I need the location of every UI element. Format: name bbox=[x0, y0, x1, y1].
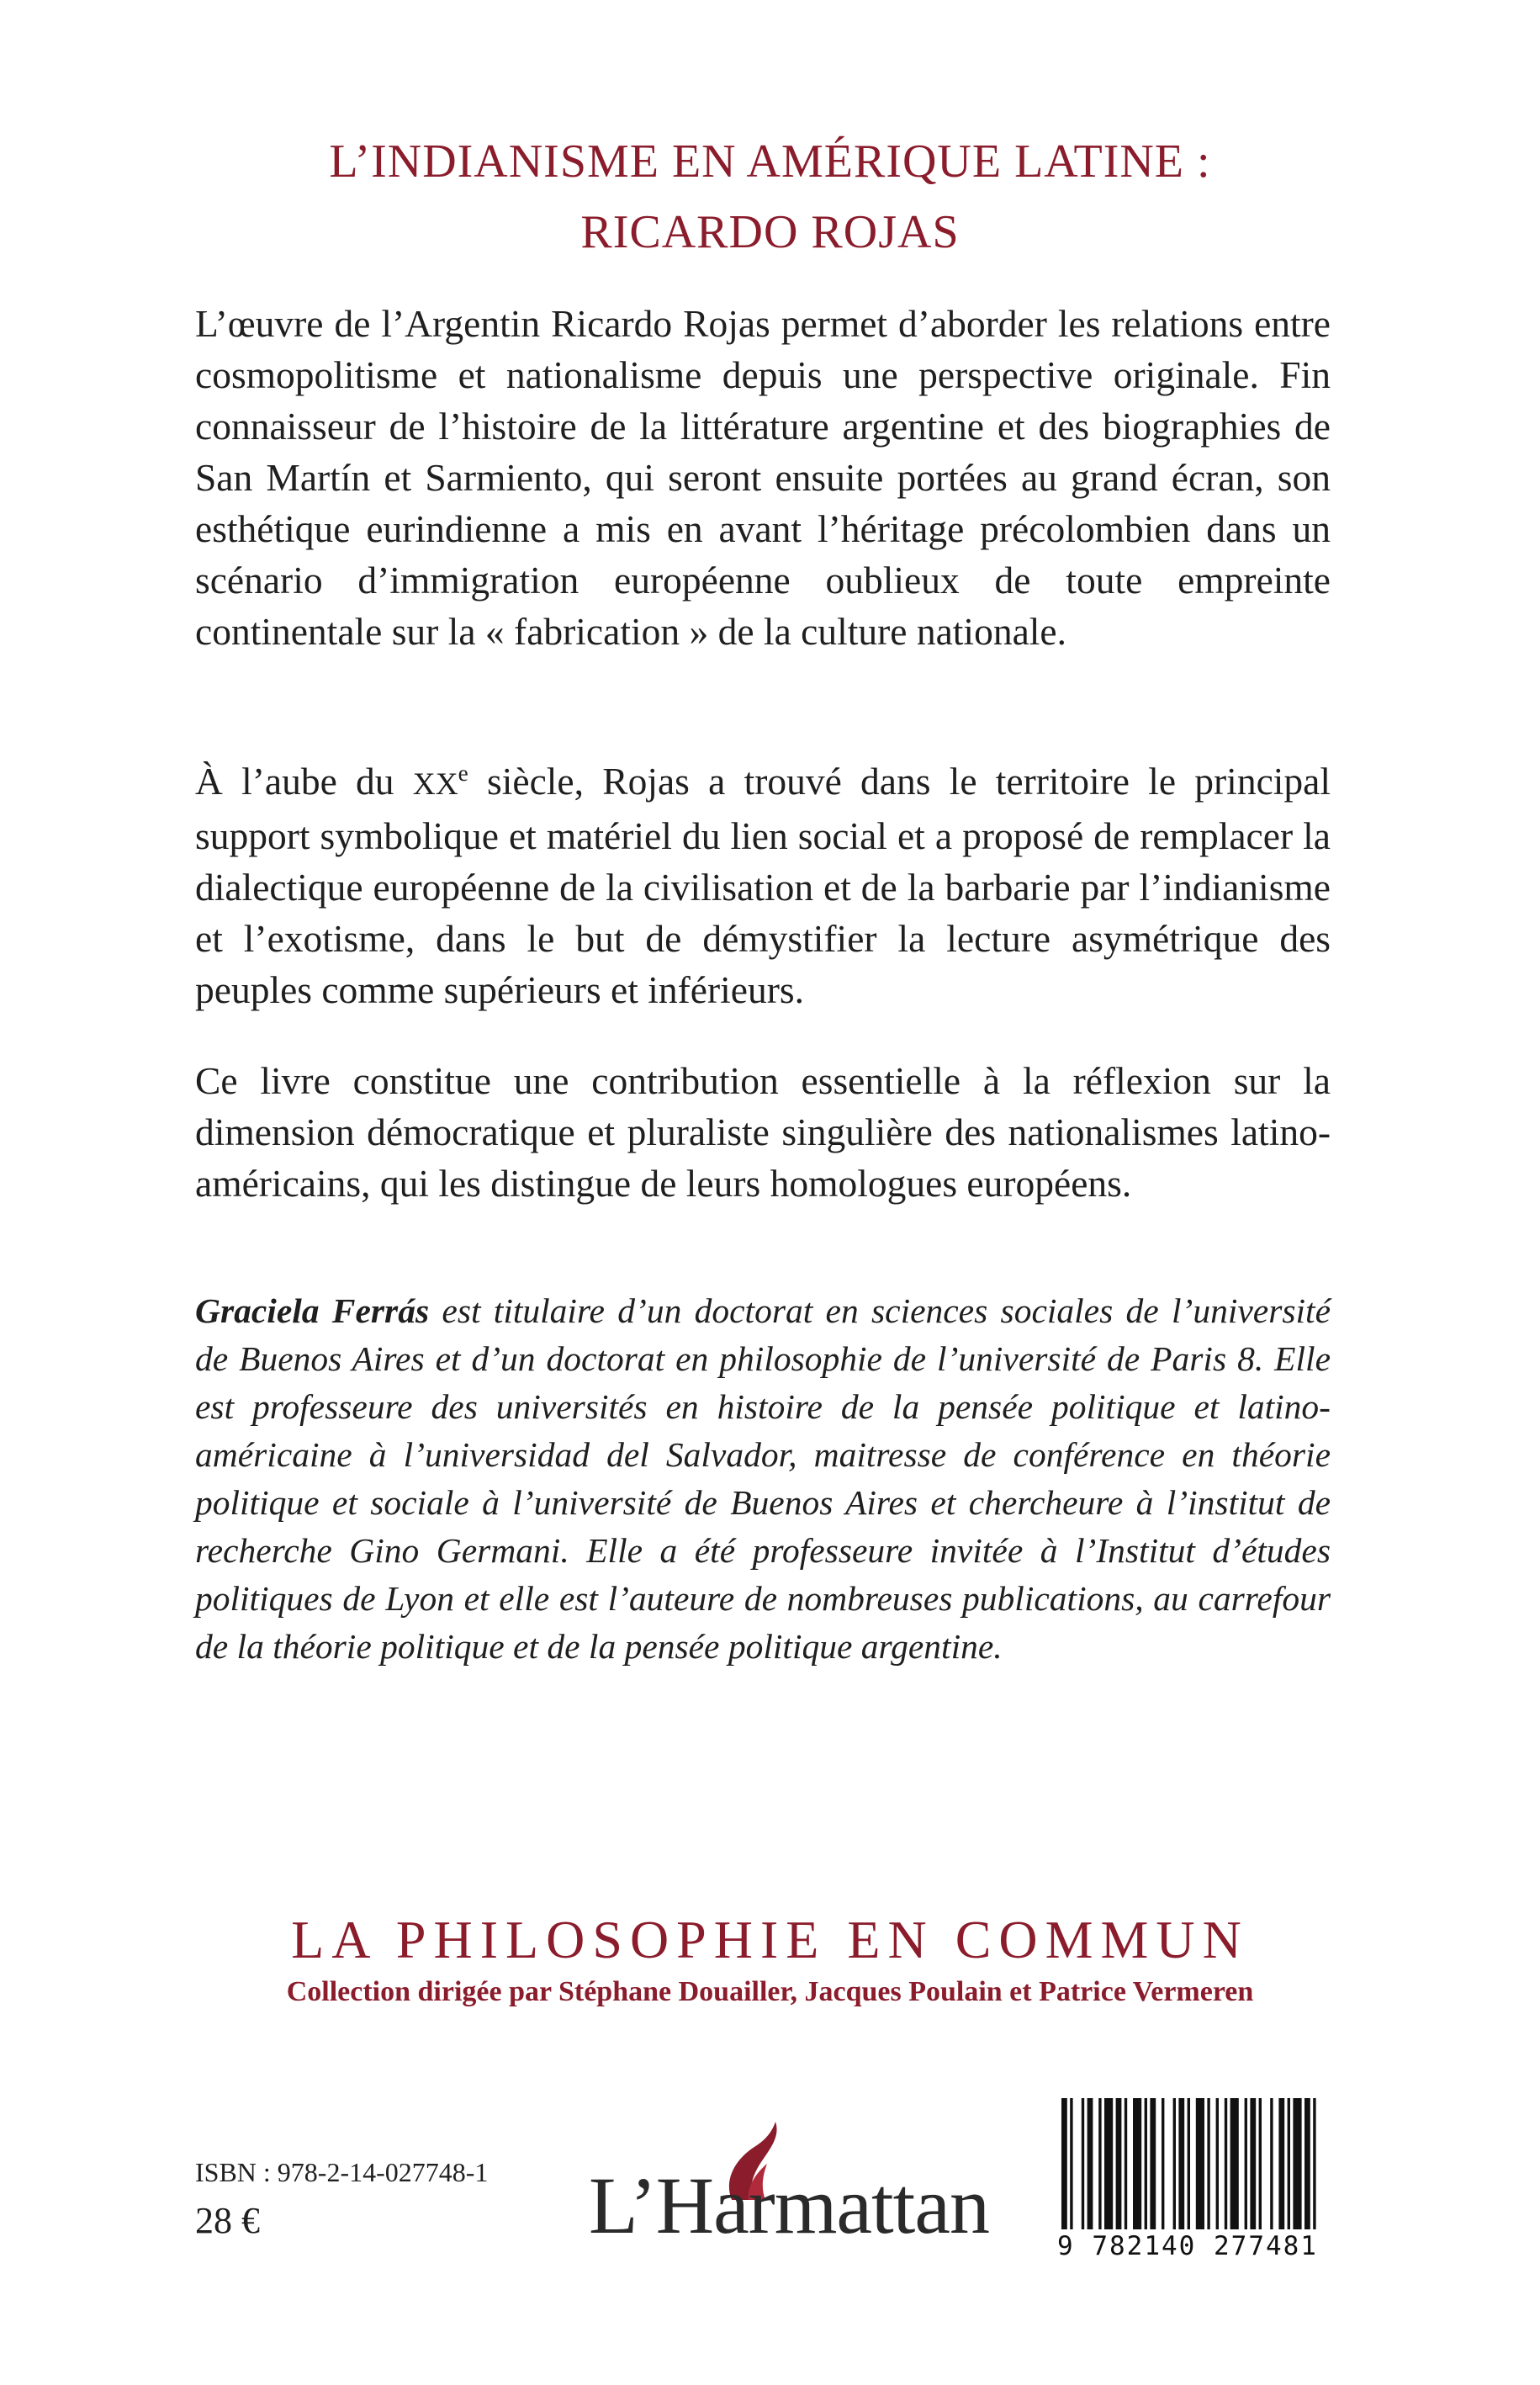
barcode-bar bbox=[1162, 2098, 1164, 2229]
barcode-bar bbox=[1188, 2098, 1190, 2229]
author-bio-text: est titulaire d’un doctorat en sciences sociales de l’université de Buenos Aires et d’un doctorat en philosophie de l’université de Paris 8. Elle est professeure des universités en histoire de la pensée politique et latino-américaine à l’universidad del Salvador, maitresse de conférence en théorie politique et sociale à l’université de Buenos Aires et chercheure à l’institut de recherche Gino Germani. Elle a été professeure invitée à l’Institut d’études politiques de Lyon et elle est l’auteure de nombreuses publications, au carrefour de la théorie politique et de la pensée politique argentine. bbox=[195, 1291, 1331, 1666]
series-title: LA PHILOSOPHIE EN COMMUN bbox=[291, 1910, 1249, 1969]
barcode bbox=[1050, 2093, 1326, 2268]
barcode-bar bbox=[1173, 2098, 1176, 2229]
century-numeral: XX bbox=[412, 767, 458, 802]
barcode-bar bbox=[1288, 2098, 1290, 2229]
barcode-bar bbox=[1070, 2098, 1072, 2229]
barcode-bar bbox=[1230, 2098, 1239, 2229]
century-superscript: e bbox=[458, 760, 468, 786]
barcode-digits: 9 782140 277481 bbox=[1057, 2231, 1318, 2261]
barcode-bar bbox=[1305, 2098, 1310, 2229]
barcode-bar bbox=[1216, 2098, 1219, 2229]
barcode-bar bbox=[1104, 2098, 1113, 2229]
publisher-name: L’Harmattan bbox=[589, 2160, 989, 2250]
barcode-bar bbox=[1196, 2098, 1204, 2229]
summary-paragraph-3: Ce livre constitue une contribution essentielle à la réflexion sur la dimension démocratique et pluraliste singulière des nationalismes latino-américains, qui les distingue de leurs homologues européens. bbox=[195, 1059, 1331, 1205]
barcode-bar bbox=[1116, 2098, 1122, 2229]
title-line-2: RICARDO ROJAS bbox=[580, 206, 960, 258]
title-line-1: L’INDIANISME EN AMÉRIQUE LATINE : bbox=[329, 135, 1211, 188]
isbn: ISBN : 978-2-14-027748-1 bbox=[195, 2157, 489, 2187]
barcode-bar bbox=[1125, 2098, 1127, 2229]
barcode-bar bbox=[1098, 2098, 1101, 2229]
paragraph-2-start: À l’aube du bbox=[195, 760, 413, 803]
paragraph-2-rest: siècle, Rojas a trouvé dans le territoire le principal support symbolique et matériel du lien social et a proposé de remplacer la dialectique européenne de la civilisation et de la barbarie par l’indianisme et l’exotisme, dans le but de démystifier la lecture asymétrique des peuples comme supérieurs et inférieurs. bbox=[195, 760, 1331, 1011]
barcode-bar bbox=[1082, 2098, 1084, 2229]
barcode-bar bbox=[1088, 2098, 1093, 2229]
publisher-logo bbox=[589, 2120, 989, 2250]
barcode-bar bbox=[1133, 2098, 1141, 2229]
series-editors: Collection dirigée par Stéphane Douailler, Jacques Poulain et Patrice Vermeren bbox=[286, 1976, 1254, 2007]
barcode-bar bbox=[1207, 2098, 1209, 2229]
summary-paragraph-2 bbox=[195, 755, 1331, 1015]
barcode-bar bbox=[1259, 2098, 1262, 2229]
barcode-bar bbox=[1278, 2098, 1284, 2229]
author-name: Graciela Ferrás bbox=[195, 1291, 430, 1330]
barcode-bar bbox=[1313, 2098, 1315, 2229]
barcode-bar bbox=[1225, 2098, 1227, 2229]
barcode-bar bbox=[1061, 2098, 1067, 2229]
barcode-bar bbox=[1145, 2098, 1147, 2229]
barcode-bar bbox=[1293, 2098, 1301, 2229]
summary-paragraph-1: L’œuvre de l’Argentin Ricardo Rojas permet d’aborder les relations entre cosmopolitisme et nationalisme depuis une perspective originale. Fin connaisseur de l’histoire de la littérature argentine et des biographies de San Martín et Sarmiento, qui seront ensuite portées au grand écran, son esthétique eurindienne a mis en avant l’héritage précolombien dans un scénario d’immigration européenne oublieux de toute empreinte continentale sur la « fabrication » de la culture nationale. bbox=[195, 302, 1331, 653]
barcode-bar bbox=[1178, 2098, 1184, 2229]
barcode-bar bbox=[1245, 2098, 1247, 2229]
barcode-bar bbox=[1270, 2098, 1273, 2229]
barcode-bars bbox=[1050, 2093, 1326, 2236]
price: 28 € bbox=[195, 2200, 260, 2241]
book-title bbox=[0, 126, 1540, 268]
author-biography bbox=[195, 1287, 1331, 1671]
barcode-bar bbox=[1250, 2098, 1256, 2229]
barcode-bar bbox=[1150, 2098, 1156, 2229]
